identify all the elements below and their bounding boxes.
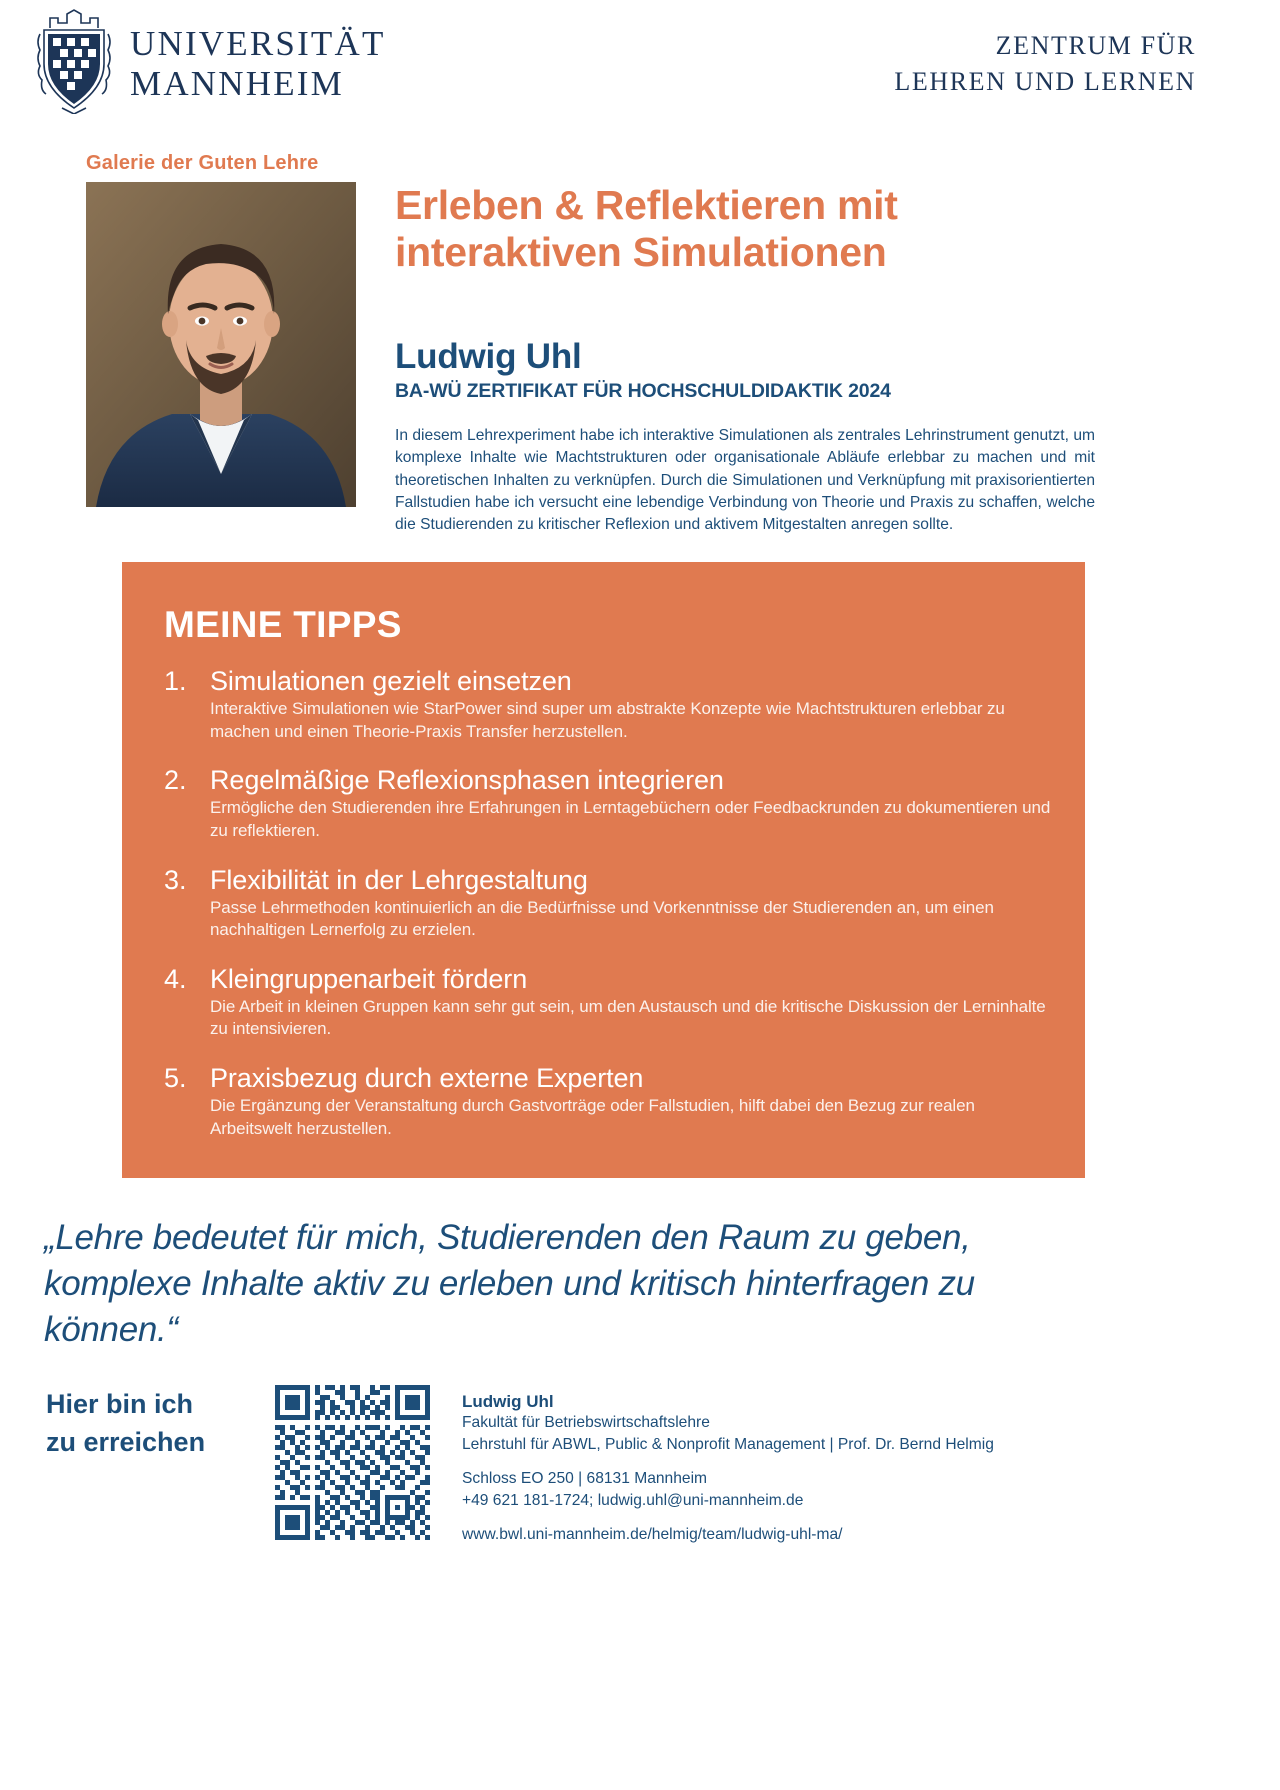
intro-paragraph: In diesem Lehrexperiment habe ich interaktive Simulationen als zentrales Lehrinstrument genutzt, um komplexe Inhalte wie Machtstrukturen oder organisationale Abläufe erlebbar zu machen und mit theoretischen Inhalten zu verknüpfen. Durch die Simulationen und Verknüpfung mit praxisorientierten Fallstudien habe ich versucht eine lebendige Verbindung von Theorie und Praxis zu schaffen, welche die Studierenden zu kritischer Reflexion und aktivem Mitgestalten anregen sollte. xyxy=(395,427,1095,533)
logo-text-line2: MANNHEIM xyxy=(130,63,344,103)
tip-title: Simulationen gezielt einsetzen xyxy=(210,666,572,696)
tip-title: Regelmäßige Reflexionsphasen integrieren xyxy=(210,765,724,796)
tips-heading: MEINE TIPPS xyxy=(164,604,402,645)
spacer xyxy=(462,1511,1162,1524)
contact-heading-line2: zu erreichen xyxy=(46,1427,206,1458)
contact-heading-line1: Hier bin ich xyxy=(46,1389,194,1419)
tip-description: Interaktive Simulationen wie StarPower sind super um abstrakte Konzepte wie Machtstrukturen erlebbar zu machen und einen Theorie-Praxis Transfer herzustellen. xyxy=(210,699,1005,741)
contact-details xyxy=(462,1392,1162,1546)
tip-description: Ermögliche den Studierenden ihre Erfahrungen in Lerntagebüchern oder Feedbackrunden zu dokumentieren und zu reflektieren. xyxy=(210,798,1051,840)
logo-text-line1: UNIVERSITÄT xyxy=(130,24,386,64)
tip-item xyxy=(164,765,1051,842)
intro-column xyxy=(395,182,1095,536)
tip-number: 2. xyxy=(164,765,187,796)
tip-number: 4. xyxy=(164,963,187,994)
tip-title: Kleingruppenarbeit fördern xyxy=(210,963,528,994)
contact-chair: Lehrstuhl für ABWL, Public & Nonprofit Management | Prof. Dr. Bernd Helmig xyxy=(462,1435,994,1453)
tips-panel xyxy=(122,562,1085,1178)
tip-description: Die Ergänzung der Veranstaltung durch Gastvorträge oder Fallstudien, hilft dabei den Bezug zur realen Arbeitswelt herzustellen. xyxy=(210,1096,975,1138)
poster-header xyxy=(0,0,1280,130)
tip-title: Flexibilität in der Lehrgestaltung xyxy=(210,864,588,895)
poster-title-line1: Erleben & Reflektieren mit xyxy=(395,182,898,228)
center-name xyxy=(894,28,1196,100)
tip-number: 1. xyxy=(164,666,187,696)
university-crest-icon xyxy=(34,8,116,119)
tip-item xyxy=(164,964,1051,1041)
tip-item xyxy=(164,666,1051,743)
university-logo xyxy=(34,8,386,119)
contact-phone-email[interactable]: +49 621 181-1724; ludwig.uhl@uni-mannheim.de xyxy=(462,1491,804,1509)
person-name: Ludwig Uhl xyxy=(395,337,582,377)
pull-quote: „Lehre bedeutet für mich, Studierenden den Raum zu geben, komplexe Inhalte aktiv zu erleben und kritisch hinterfragen zu können.“ xyxy=(44,1218,975,1350)
qr-code-icon[interactable] xyxy=(275,1385,430,1540)
contact-heading xyxy=(46,1385,205,1462)
tip-item xyxy=(164,865,1051,942)
contact-name: Ludwig Uhl xyxy=(462,1392,554,1411)
spacer xyxy=(462,1455,1162,1468)
tip-title: Praxisbezug durch externe Experten xyxy=(210,1063,644,1094)
center-name-line1: ZENTRUM FÜR xyxy=(995,31,1196,60)
tip-description: Die Arbeit in kleinen Gruppen kann sehr gut sein, um den Austausch und die kritische Diskussion der Lerninhalte zu intensivieren. xyxy=(210,996,1046,1039)
gallery-label: Galerie der Guten Lehre xyxy=(86,152,319,174)
tip-number: 5. xyxy=(164,1063,187,1094)
poster-title-line2: interaktiven Simulationen xyxy=(395,228,887,275)
poster-title xyxy=(395,182,1095,275)
portrait-photo xyxy=(86,182,356,507)
center-name-line2: LEHREN UND LERNEN xyxy=(894,66,1196,96)
contact-website[interactable]: www.bwl.uni-mannheim.de/helmig/team/ludwig-uhl-ma/ xyxy=(462,1526,843,1544)
certificate-label: BA-WÜ ZERTIFIKAT FÜR HOCHSCHULDIDAKTIK 2024 xyxy=(395,380,891,403)
contact-address: Schloss EO 250 | 68131 Mannheim xyxy=(462,1470,708,1488)
tip-item xyxy=(164,1063,1051,1140)
tip-number: 3. xyxy=(164,864,187,895)
tip-description: Passe Lehrmethoden kontinuierlich an die Bedürfnisse und Vorkenntnisse der Studierenden an, um einen nachhaltigen Lernerfolg zu erzielen. xyxy=(210,897,994,940)
contact-faculty: Fakultät für Betriebswirtschaftslehre xyxy=(462,1414,710,1431)
